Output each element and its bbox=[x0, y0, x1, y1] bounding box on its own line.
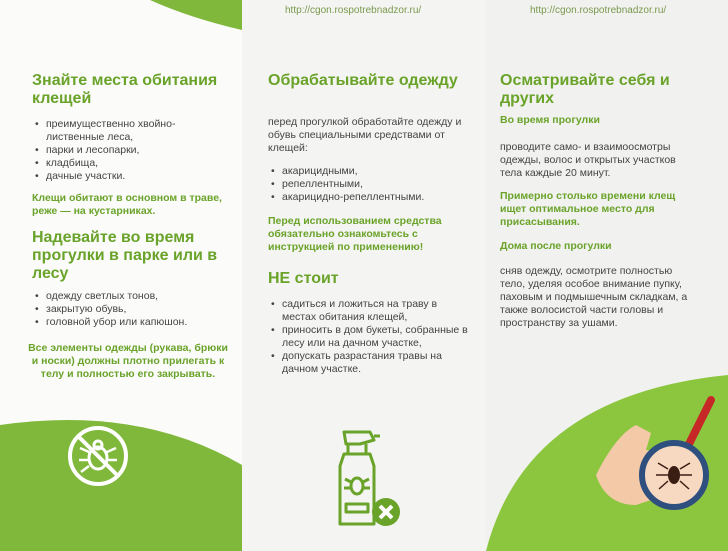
habitat-list bbox=[32, 118, 232, 183]
heading-dont: НЕ стоит bbox=[268, 270, 339, 287]
repellent-list bbox=[268, 165, 468, 204]
list-item: • парки и лесопарки, bbox=[46, 144, 232, 157]
magnifier-tick-icon bbox=[486, 355, 728, 551]
inspection-note: Примерно столько времени клещ ищет оптимальное место для присасывания. bbox=[500, 190, 676, 228]
clothing-note: Все элементы одежды (рукава, брюки и носки) должны плотно прилегать к телу и полностью его закрывать. bbox=[28, 342, 228, 380]
list-item: • одежду светлых тонов, bbox=[46, 290, 232, 303]
treat-intro: перед прогулкой обработайте одежду и обувь специальными средствами от клещей: bbox=[268, 116, 462, 154]
heading-inspect: Осматривайте себя и других bbox=[500, 72, 670, 107]
source-url-2[interactable]: http://cgon.rospotrebnadzor.ru/ bbox=[530, 5, 667, 16]
subheading-during-walk: Во время прогулки bbox=[500, 114, 600, 126]
list-item: • дачные участки. bbox=[46, 170, 232, 183]
heading-clothing: Надевайте во время прогулки в парке или в лесу bbox=[32, 229, 218, 282]
source-url-1[interactable]: http://cgon.rospotrebnadzor.ru/ bbox=[285, 5, 422, 16]
instruction-note: Перед использованием средства обязательно ознакомьтесь с инструкцией по применению! bbox=[268, 215, 442, 253]
list-item: • допускать разрастания травы на дачном участке. bbox=[282, 350, 468, 376]
list-item: • закрытую обувь, bbox=[46, 303, 232, 316]
list-item: • акарицидно-репеллентными. bbox=[282, 191, 468, 204]
list-item: • преимущественно хвойно-лиственные леса, bbox=[46, 118, 232, 144]
during-walk-text: проводите само- и взаимоосмотры одежды, волос и открытых участков тела каждые 20 минут. bbox=[500, 141, 676, 179]
spray-bottle-icon bbox=[330, 424, 410, 534]
list-item: • акарицидными, bbox=[282, 165, 468, 178]
dont-list bbox=[268, 298, 468, 376]
no-tick-icon bbox=[66, 424, 130, 488]
habitat-note: Клещи обитают в основном в траве, реже — на кустарниках. bbox=[32, 192, 222, 217]
list-item: • репеллентными, bbox=[282, 178, 468, 191]
after-walk-text: сняв одежду, осмотрите полностью тело, уделяя особое внимание пупку, паховым и подмышечным складкам, а также волосистой части головы и пространству за ушами. bbox=[500, 265, 688, 329]
list-item: • приносить в дом букеты, собранные в лесу или на дачном участке, bbox=[282, 324, 468, 350]
clothing-list bbox=[32, 290, 232, 329]
list-item: • головной убор или капюшон. bbox=[46, 316, 232, 329]
list-item: • кладбища, bbox=[46, 157, 232, 170]
subheading-after-walk: Дома после прогулки bbox=[500, 240, 612, 252]
heading-tick-habitats: Знайте места обитания клещей bbox=[32, 72, 218, 107]
top-wave-decoration bbox=[0, 0, 242, 40]
heading-treat-clothes: Обрабатывайте одежду bbox=[268, 72, 458, 89]
list-item: • садиться и ложиться на траву в местах обитания клещей, bbox=[282, 298, 468, 324]
